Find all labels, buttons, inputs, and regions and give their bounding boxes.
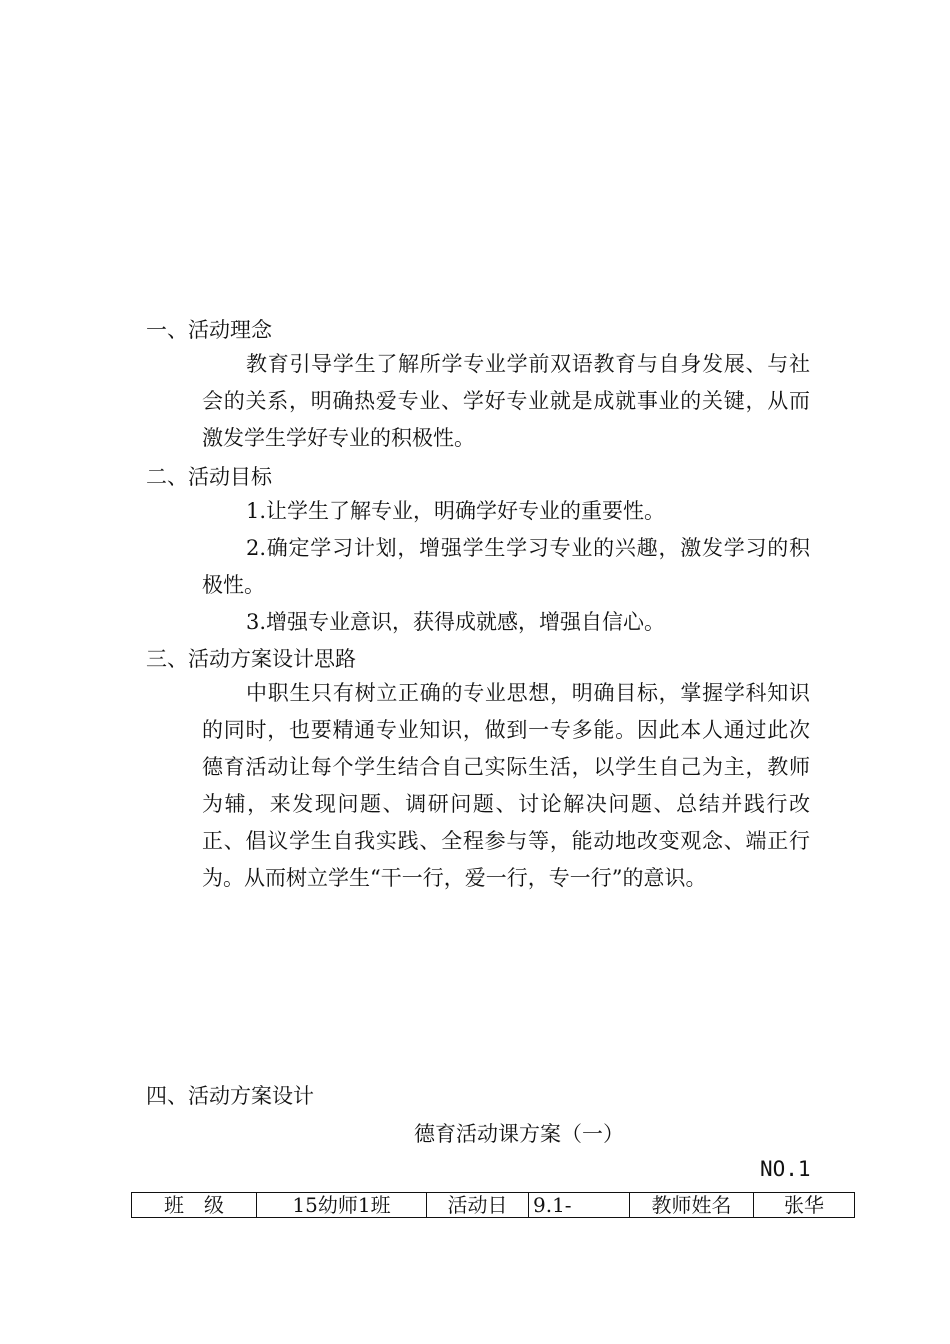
section-heading-2: 二、活动目标 [146,465,272,489]
class-label-cell: 班 级 [132,1193,257,1218]
goal-item-1: 1.让学生了解专业，明确学好专业的重要性。 [246,499,666,523]
section-heading-4: 四、活动方案设计 [146,1084,314,1108]
section-paragraph: 教育引导学生了解所学专业学前双语教育与自身发展、与社会的关系，明确热爱专业、学好专业就是成就事业的关键，从而激发学生学好专业的积极性。 [202,352,810,450]
table-row [132,1193,855,1218]
section-heading-3: 三、活动方案设计思路 [146,647,356,671]
teacher-name-value-cell: 张华 [754,1193,855,1218]
section-heading-1: 一、活动理念 [146,318,272,342]
plan-number: NO.1 [760,1157,811,1181]
class-value-cell: 15幼师1班 [257,1193,427,1218]
activity-date-value-cell: 9.1- [529,1193,630,1218]
activity-date-label-cell: 活动日 [427,1193,529,1218]
goal-item-2: 2.确定学习计划，增强学生学习专业的兴趣，激发学习的积极性。 [202,536,810,597]
plan-info-table [131,1192,855,1218]
plan-title: 德育活动课方案（一） [414,1122,624,1146]
goal-item-3: 3.增强专业意识，获得成就感，增强自信心。 [246,610,666,634]
teacher-name-label-cell: 教师姓名 [630,1193,754,1218]
section-paragraph: 中职生只有树立正确的专业思想，明确目标，掌握学科知识的同时，也要精通专业知识，做到一专多能。因此本人通过此次德育活动让每个学生结合自己实际生活，以学生自己为主，教师为辅，来发现问题、调研问题、讨论解决问题、总结并践行改正、倡议学生自我实践、全程参与等，能动地改变观念、端正行为。从而树立学生“干一行，爱一行，专一行”的意识。 [202,681,810,890]
